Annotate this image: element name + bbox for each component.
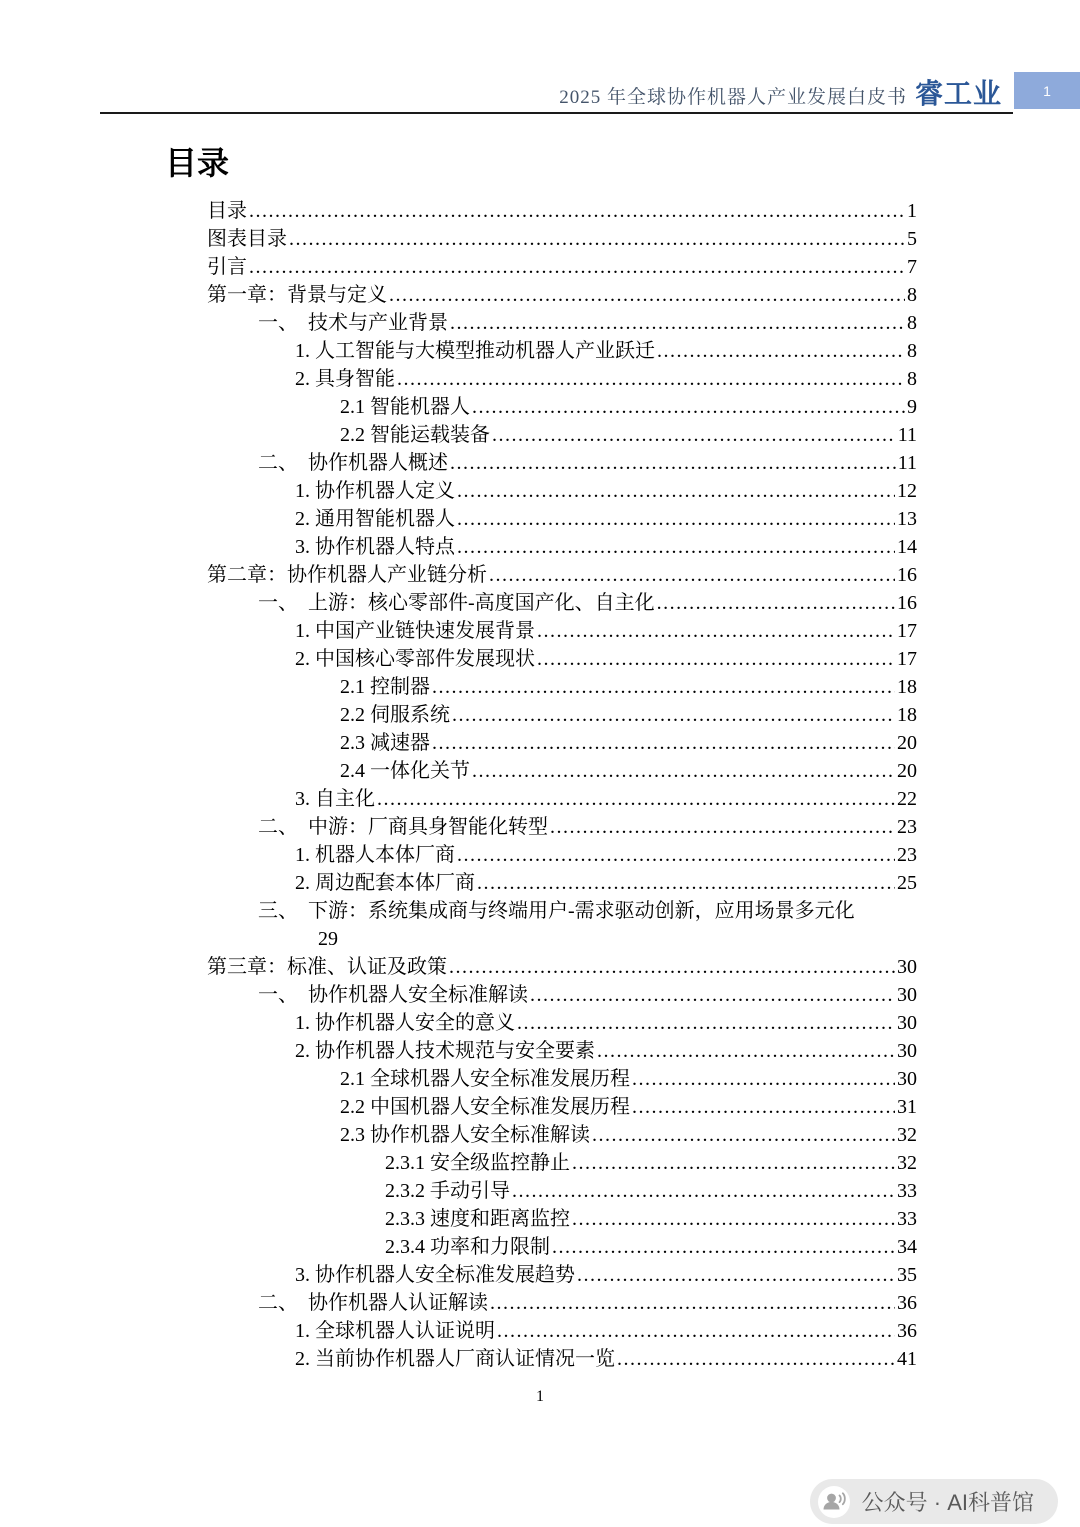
toc-entry-page: 14: [897, 536, 917, 558]
toc-entry-text: 2.3.4 功率和力限制: [385, 1236, 550, 1258]
dot-leader: [530, 981, 895, 1009]
toc-title: 目录: [165, 145, 230, 181]
toc-entry-text: 1. 协作机器人安全的意义: [295, 1012, 515, 1034]
toc-entry-page: 18: [897, 676, 917, 698]
toc-entry[interactable]: [165, 197, 917, 225]
toc-entry[interactable]: [165, 1261, 917, 1289]
toc-entry[interactable]: [165, 225, 917, 253]
toc-entry-page: 9: [907, 396, 917, 418]
dot-leader: [537, 645, 895, 673]
page-header: [559, 72, 1002, 112]
toc-entry-page: 30: [897, 1012, 917, 1034]
dot-leader: [397, 365, 905, 393]
toc-entry[interactable]: [165, 421, 917, 449]
toc-entry[interactable]: [165, 813, 917, 841]
toc-entry-text: 1. 中国产业链快速发展背景: [295, 620, 535, 642]
dot-leader: [537, 617, 895, 645]
toc-entry[interactable]: [165, 561, 917, 589]
dot-leader: [249, 197, 905, 225]
toc-entry[interactable]: [165, 477, 917, 505]
toc-entry[interactable]: [165, 1065, 917, 1093]
toc-entry-page: 30: [897, 984, 917, 1006]
toc-entry-page: 34: [897, 1236, 917, 1258]
toc-entry-text: 1. 协作机器人定义: [295, 480, 455, 502]
toc-entry-text: 2. 通用智能机器人: [295, 508, 455, 530]
toc-entry-page: 11: [897, 424, 917, 446]
dot-leader: [452, 701, 895, 729]
toc-entry-page: 23: [897, 844, 917, 866]
toc-entry[interactable]: [165, 1149, 917, 1177]
toc-entry-page: 36: [897, 1320, 917, 1342]
toc-entry-page: 31: [897, 1096, 917, 1118]
toc-entry-text: 2.2 智能运载装备: [340, 424, 490, 446]
toc-entry-page: 18: [897, 704, 917, 726]
dot-leader: [472, 393, 905, 421]
dot-leader: [657, 589, 895, 617]
dot-leader: [577, 1261, 895, 1289]
dot-leader: [592, 1121, 895, 1149]
dot-leader: [457, 533, 895, 561]
toc-entry[interactable]: [165, 1233, 917, 1261]
toc-entry[interactable]: [165, 729, 917, 757]
dot-leader: [497, 1317, 895, 1345]
toc-entry-text: 二、 中游：厂商具身智能化转型: [258, 816, 548, 838]
toc-entry[interactable]: [165, 869, 917, 897]
toc-entry-text: 第二章：协作机器人产业链分析: [207, 564, 487, 586]
toc-entry[interactable]: [165, 533, 917, 561]
toc-entry-text: 2.4 一体化关节: [340, 760, 470, 782]
dot-leader: [457, 841, 895, 869]
dot-leader: [632, 1065, 895, 1093]
dot-leader: [597, 1037, 895, 1065]
toc-entry-page: 33: [897, 1180, 917, 1202]
toc-entry-text: 1. 人工智能与大模型推动机器人产业跃迁: [295, 340, 655, 362]
toc-entry-text: 一、 技术与产业背景: [258, 312, 448, 334]
toc-entry-text: 2.3.2 手动引导: [385, 1180, 510, 1202]
toc-entry-page: 33: [897, 1208, 917, 1230]
dot-leader: [449, 953, 895, 981]
dot-leader: [389, 281, 905, 309]
toc-entry-page: 16: [897, 592, 917, 614]
dot-leader: [517, 1009, 895, 1037]
toc-entry-page: 1: [907, 200, 917, 222]
brand-logo: 睿工业: [914, 78, 1002, 109]
toc-entry-page: 17: [897, 648, 917, 670]
toc-entry-page: 12: [897, 480, 917, 502]
toc-entry[interactable]: [165, 757, 917, 785]
toc-entry[interactable]: [165, 393, 917, 421]
toc-entry-text: 2.1 控制器: [340, 676, 430, 698]
toc-entry-page: 20: [897, 760, 917, 782]
toc-entry-text: 1. 机器人本体厂商: [295, 844, 455, 866]
dot-leader: [492, 421, 896, 449]
toc-entry[interactable]: [165, 589, 917, 617]
dot-leader: [572, 1149, 895, 1177]
toc-entry-page: 8: [907, 340, 917, 362]
toc-entry-text: 2. 中国核心零部件发展现状: [295, 648, 535, 670]
toc-entry[interactable]: [165, 701, 917, 729]
toc-entry[interactable]: [165, 337, 917, 365]
toc-entry-text: 2.1 全球机器人安全标准发展历程: [340, 1068, 630, 1090]
watermark-badge: [810, 1479, 1058, 1524]
toc-entry[interactable]: [165, 897, 917, 953]
toc-entry-text: 一、 上游：核心零部件-高度国产化、自主化: [258, 592, 655, 614]
dot-leader: [457, 505, 895, 533]
toc-entry[interactable]: [165, 365, 917, 393]
dot-leader: [457, 477, 895, 505]
dot-leader: [632, 1093, 895, 1121]
toc-entry-page: 8: [907, 284, 917, 306]
toc-entry-page: 41: [897, 1348, 917, 1370]
toc-entry-text: 2. 协作机器人技术规范与安全要素: [295, 1040, 595, 1062]
toc-entry-page: 32: [897, 1124, 917, 1146]
wechat-official-account-icon: [818, 1486, 850, 1518]
toc-entry[interactable]: [165, 1009, 917, 1037]
dot-leader: [450, 449, 896, 477]
toc-entry[interactable]: [165, 449, 917, 477]
toc-entry[interactable]: [165, 1317, 917, 1345]
toc-entry-text: 2.1 智能机器人: [340, 396, 470, 418]
toc-entry-text: 3. 协作机器人特点: [295, 536, 455, 558]
toc-entry-text: 引言: [207, 256, 247, 278]
toc-entry-page: 17: [897, 620, 917, 642]
toc-entry-text: 三、 下游：系统集成商与终端用户-需求驱动创新，应用场景多元化: [258, 900, 855, 922]
dot-leader: [432, 729, 895, 757]
toc-entry[interactable]: [165, 1289, 917, 1317]
toc-entry-text: 第一章：背景与定义: [207, 284, 387, 306]
toc-entry-text: 3. 协作机器人安全标准发展趋势: [295, 1264, 575, 1286]
dot-leader: [572, 1205, 895, 1233]
toc-entry-page: 30: [897, 1040, 917, 1062]
toc-entry[interactable]: [165, 981, 917, 1009]
toc-entry-text: 3. 自主化: [295, 788, 375, 810]
header-divider: [100, 112, 1013, 114]
toc-entry-text: 二、 协作机器人认证解读: [258, 1292, 488, 1314]
toc-entry[interactable]: [165, 1177, 917, 1205]
toc-entry[interactable]: [165, 309, 917, 337]
page-number-tab: 1: [1014, 72, 1080, 109]
toc-entry-text: 2.2 伺服系统: [340, 704, 450, 726]
dot-leader: [489, 561, 895, 589]
toc-entry-page: 29: [318, 928, 338, 950]
dot-leader: [377, 785, 895, 813]
dot-leader: [472, 757, 895, 785]
toc-entry[interactable]: [165, 953, 917, 981]
toc-entry-page: 35: [897, 1264, 917, 1286]
toc-entry[interactable]: [165, 841, 917, 869]
toc-entry[interactable]: [165, 1121, 917, 1149]
toc-entry-page: 8: [907, 368, 917, 390]
toc-entry-page: 16: [897, 564, 917, 586]
page-footer: [0, 1388, 1080, 1406]
dot-leader: [289, 225, 905, 253]
toc-list: [165, 197, 917, 1373]
toc-entry-text: 第三章：标准、认证及政策: [207, 956, 447, 978]
header-doc-title: 2025 年全球协作机器人产业发展白皮书: [559, 87, 907, 108]
toc-entry-page: 36: [897, 1292, 917, 1314]
toc-entry-text: 图表目录: [207, 228, 287, 250]
dot-leader: [617, 1345, 895, 1373]
footer-page-number: 1: [536, 1388, 544, 1405]
toc-entry-page: 22: [897, 788, 917, 810]
toc-entry-page: 23: [897, 816, 917, 838]
dot-leader: [432, 673, 895, 701]
dot-leader: [552, 1233, 895, 1261]
toc-entry-page: 5: [907, 228, 917, 250]
toc-entry-text: 二、 协作机器人概述: [258, 452, 448, 474]
toc-entry[interactable]: [165, 1093, 917, 1121]
toc-entry-page: 13: [897, 508, 917, 530]
toc-entry[interactable]: [165, 281, 917, 309]
toc-entry[interactable]: [165, 1205, 917, 1233]
toc-entry-text: 2. 具身智能: [295, 368, 395, 390]
toc-entry[interactable]: [165, 673, 917, 701]
toc-entry-page: 7: [907, 256, 917, 278]
toc-entry-page: 25: [897, 872, 917, 894]
dot-leader: [512, 1177, 895, 1205]
toc-entry[interactable]: [165, 785, 917, 813]
dot-leader: [657, 337, 905, 365]
toc-entry-text: 2. 当前协作机器人厂商认证情况一览: [295, 1348, 615, 1370]
toc-entry[interactable]: [165, 253, 917, 281]
toc-entry-text: 1. 全球机器人认证说明: [295, 1320, 495, 1342]
toc-entry-text: 一、 协作机器人安全标准解读: [258, 984, 528, 1006]
toc-entry[interactable]: [165, 1345, 917, 1373]
toc-entry-text: 目录: [207, 200, 247, 222]
dot-leader: [477, 869, 895, 897]
watermark-text: 公众号 · AI科普馆: [861, 1490, 1034, 1515]
toc-entry-page: 20: [897, 732, 917, 754]
dot-leader: [249, 253, 905, 281]
toc-entry[interactable]: [165, 1037, 917, 1065]
toc-entry-text: 2.3.3 速度和距离监控: [385, 1208, 570, 1230]
dot-leader: [450, 309, 905, 337]
toc-entry-page: 32: [897, 1152, 917, 1174]
toc-entry-text: 2.3 减速器: [340, 732, 430, 754]
toc-entry-text: 2.2 中国机器人安全标准发展历程: [340, 1096, 630, 1118]
dot-leader: [550, 813, 895, 841]
toc-entry-page: 11: [897, 452, 917, 474]
toc-entry-page: 30: [897, 956, 917, 978]
toc-entry-page: 30: [897, 1068, 917, 1090]
toc-entry-text: 2.3.1 安全级监控静止: [385, 1152, 570, 1174]
toc-entry-text: 2.3 协作机器人安全标准解读: [340, 1124, 590, 1146]
toc-entry[interactable]: [165, 617, 917, 645]
toc-entry-text: 2. 周边配套本体厂商: [295, 872, 475, 894]
toc-entry-page: 8: [907, 312, 917, 334]
dot-leader: [490, 1289, 895, 1317]
toc-entry[interactable]: [165, 505, 917, 533]
toc-entry[interactable]: [165, 645, 917, 673]
